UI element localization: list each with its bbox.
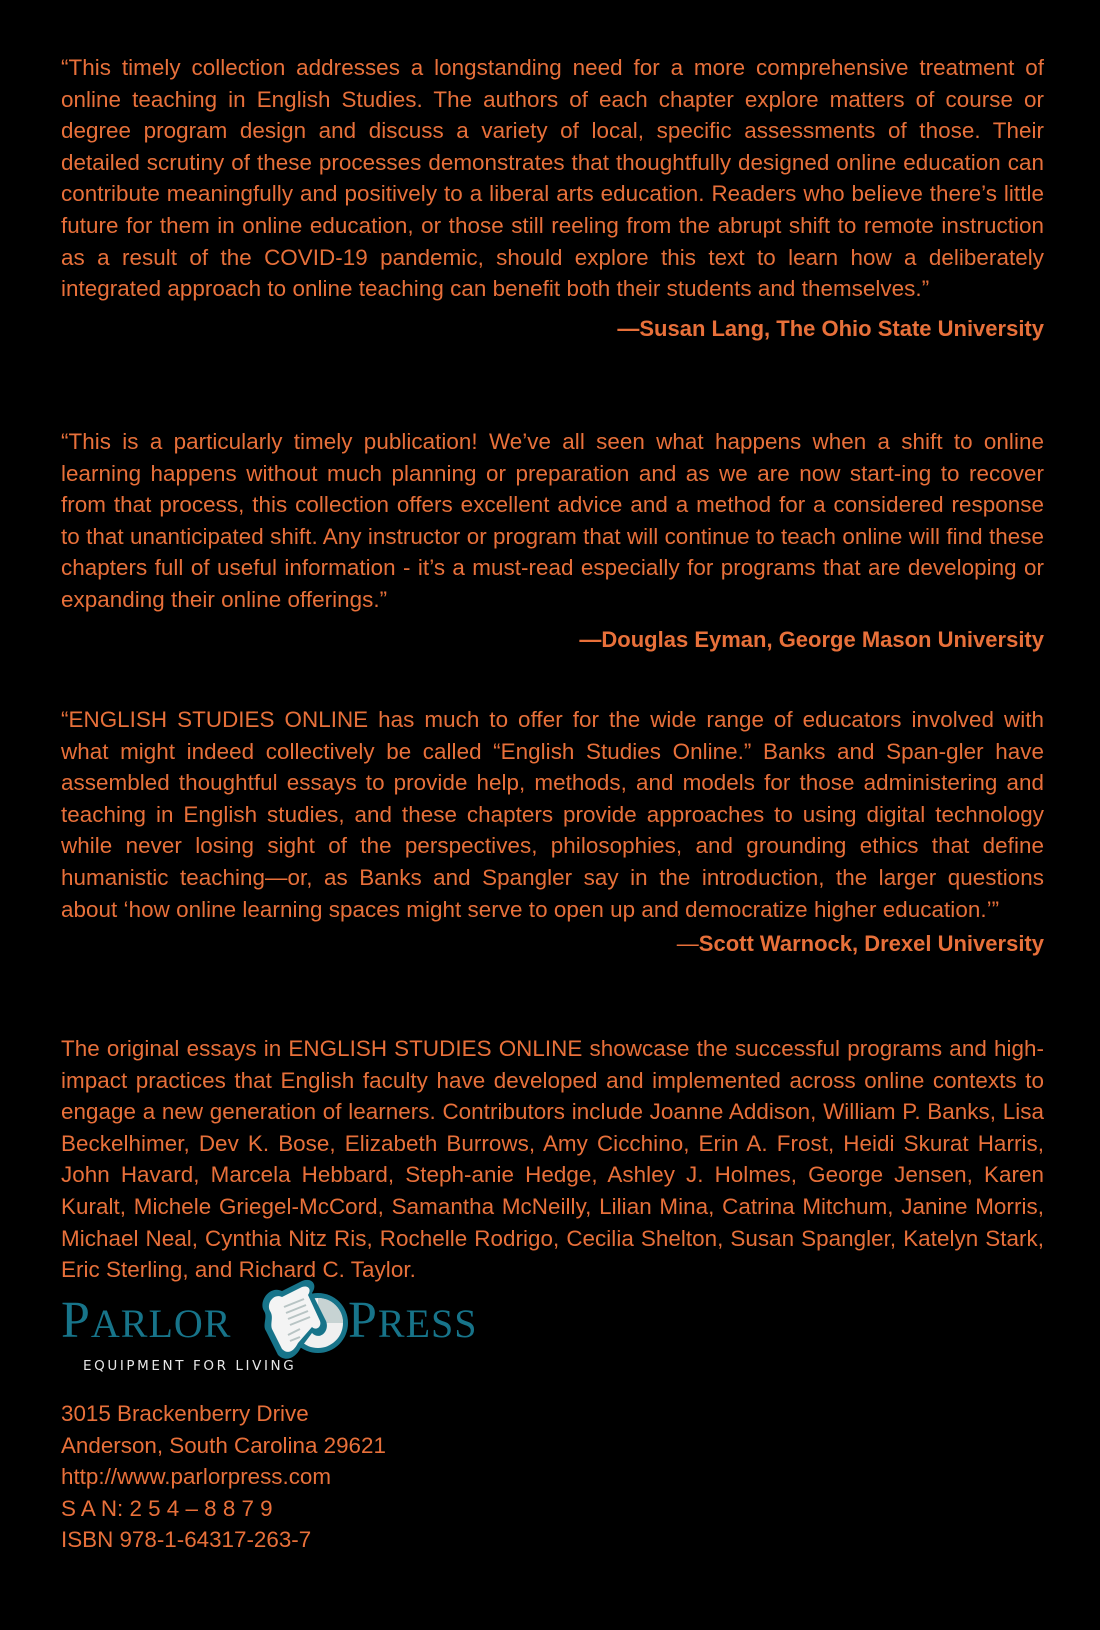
blurb-scott-warnock xyxy=(61,704,1044,1011)
blurb-quote: “This timely collection addresses a longstanding need for a more comprehensive treatment of online teaching in English Studies. The authors of each chapter explore matters of course or degree program design and discuss a variety of local, specific assessments of those. Their detailed scrutiny of these processes demonstrates that thoughtfully designed online education can contribute meaningfully and positively to a liberal arts education. Readers who believe there’s little future for them in online education, or those still reeling from the abrupt shift to remote instruction as a result of the COVID-19 pandemic, should explore this text to learn how a deliberately integrated approach to online teaching can benefit both their students and themselves.” xyxy=(61,55,1044,302)
scroll-and-disc-icon xyxy=(256,1271,356,1371)
blurb-quote: “ENGLISH STUDIES ONLINE has much to offer for the wide range of educators involved with what might indeed collectively be called “English Studies Online.” Banks and Span-gler have assembled thoughtful essays to provide help, methods, and models for those administering and teaching in English studies, and these chapters provide approaches to using digital technology while never losing sight of the perspectives, philosophies, and grounding ethics that define humanistic teaching—or, as Banks and Spangler say in the introduction, the larger questions about ‘how online learning spaces might serve to open up and democratize higher education.’” xyxy=(61,707,1044,922)
logo-tagline: EQUIPMENT FOR LIVING xyxy=(83,1358,297,1374)
attribution-name: Douglas Eyman, George Mason University xyxy=(601,626,1044,652)
blurb-susan-lang xyxy=(61,52,1044,404)
address-street: 3015 Brackenberry Drive xyxy=(61,1401,309,1426)
logo-rest: RESS xyxy=(377,1301,478,1346)
attribution-name: Scott Warnock, Drexel University xyxy=(698,931,1044,957)
publisher-address xyxy=(61,1398,386,1556)
book-description: The original essays in ENGLISH STUDIES ONLINE showcase the successful programs and high-impact practices that English faculty have developed and implemented across online contexts to engage a new generation of learners. Contributors include Joanne Addison, William P. Banks, Lisa Beckelhimer, Dev K. Bose, Elizabeth Burrows, Amy Cicchino, Erin A. Frost, Heidi Skurat Harris, John Havard, Marcela Hebbard, Steph-anie Hedge, Ashley J. Holmes, George Jensen, Karen Kuralt, Michele Griegel-McCord, Samantha McNeilly, Lilian Mina, Catrina Mitchum, Janine Morris, Michael Neal, Cynthia Nitz Ris, Rochelle Rodrigo, Cecilia Shelton, Susan Spangler, Katelyn Stark, Eric Sterling, and Richard C. Taylor. xyxy=(61,1036,1044,1283)
san-number: S A N: 2 5 4 – 8 8 7 9 xyxy=(61,1495,273,1521)
blurb-attribution xyxy=(61,625,1044,655)
back-cover-text xyxy=(61,52,1044,1286)
publisher-logo xyxy=(61,1283,511,1383)
em-dash: — xyxy=(676,931,699,957)
blurb-attribution xyxy=(61,314,1044,344)
em-dash: — xyxy=(617,315,640,341)
blurb-douglas-eyman xyxy=(61,426,1044,682)
logo-word-press xyxy=(348,1293,478,1352)
publisher-url[interactable]: http://www.parlorpress.com xyxy=(61,1464,332,1489)
isbn-number: ISBN 978-1-64317-263-7 xyxy=(61,1527,312,1552)
attribution-name: Susan Lang, The Ohio State University xyxy=(639,315,1044,341)
address-city: Anderson, South Carolina 29621 xyxy=(61,1432,386,1458)
logo-initial: P xyxy=(348,1292,378,1349)
logo-rest: ARLOR xyxy=(90,1301,232,1346)
logo-word-parlor xyxy=(61,1293,232,1352)
blurb-attribution xyxy=(61,929,1044,959)
em-dash: — xyxy=(579,626,602,652)
blurb-quote: “This is a particularly timely publication! We’ve all seen what happens when a shift to online learning happens without much planning or preparation and as we are now start-ing to recover from that process, this collection offers excellent advice and a method for a considered response to that unanticipated shift. Any instructor or program that will continue to teach online will find these chapters full of useful information - it’s a must-read especially for programs that are developing or expanding their online offerings.” xyxy=(61,429,1044,612)
logo-initial: P xyxy=(61,1292,91,1349)
